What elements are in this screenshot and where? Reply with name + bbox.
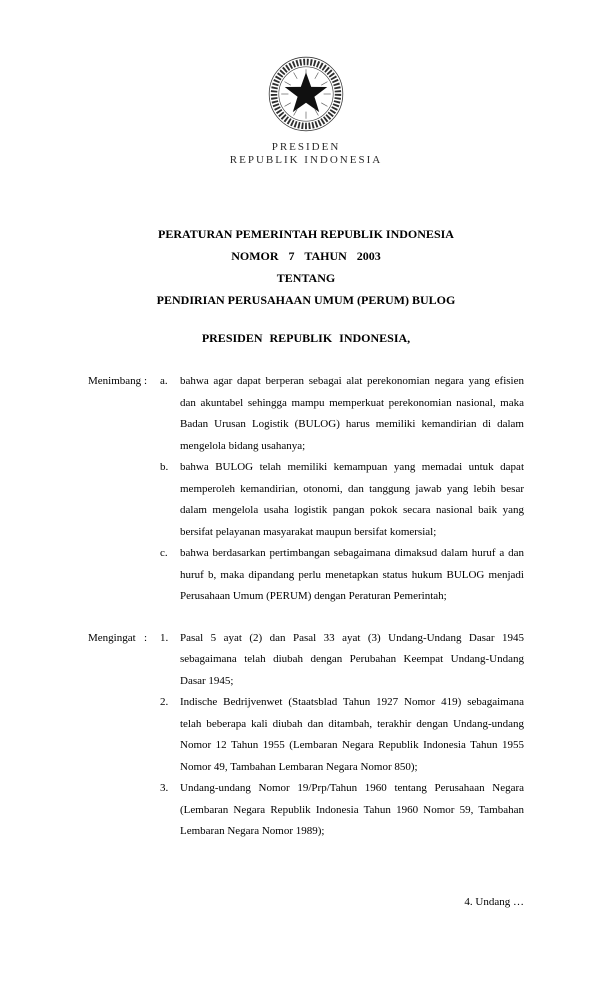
footer-catchword: 4. Undang … [464,896,524,908]
regulation-title-line1: PERATURAN PEMERINTAH REPUBLIK INDONESIA [158,227,454,241]
item-text: Indische Bedrijvenwet (Staatsblad Tahun 1927 Nomor 419) sebagaimana telah beberapa kali diubah dan ditambah, terakhir dengan Undang-undang Nomor 12 Tahun 1955 (Lembaran Negara Republik Indonesia Tahun 1955 Nomor 49, Tambahan Lembaran Negara Nomor 850); [180,696,524,773]
menimbang-item-b [88,457,524,543]
mengingat-item-2 [88,692,524,778]
regulation-title-block [0,223,612,311]
item-text: Undang-undang Nomor 19/Prp/Tahun 1960 tentang Perusahaan Negara (Lembaran Negara Republik Indonesia Tahun 1960 Nomor 59, Tambahan Lembaran Negara Nomor 1989); [180,782,524,837]
menimbang-item-c [88,543,524,608]
item-text: bahwa agar dapat berperan sebagai alat perekonomian negara yang efisien dan akuntabel sehingga mampu memperkuat perekonomian nasional, maka Badan Urusan Logistik (BULOG) harus memiliki kemandirian di dalam mengelola bidang usahanya; [180,375,524,452]
item-marker: c. [160,547,168,559]
section-mengingat [88,628,524,843]
item-text: Pasal 5 ayat (2) dan Pasal 33 ayat (3) Undang-Undang Dasar 1945 sebagaimana telah diubah dengan Perubahan Keempat Undang-Undang Dasar 1945; [180,631,524,687]
letterhead-presiden: PRESIDEN [271,141,341,153]
letterhead-emblem [0,0,612,167]
mengingat-item-3 [88,778,524,843]
mengingat-colon: : [144,631,148,644]
item-marker: 2. [160,696,169,708]
menimbang-colon: : [144,375,148,387]
item-text: bahwa berdasarkan pertimbangan sebagaimana dimaksud dalam huruf a dan huruf b, maka dipandang perlu menetapkan status hukum BULOG menjadi Perusahaan Umum (PERUM) dengan Peraturan Pemerintah; [180,547,524,602]
section-menimbang [88,371,524,608]
regulation-subject: PENDIRIAN PERUSAHAAN UMUM (PERUM) BULOG [156,293,456,307]
star-icon [285,72,328,112]
item-marker: 1. [160,631,169,644]
mengingat-item-1 [88,628,524,693]
document-body [88,371,524,843]
item-marker: a. [160,375,168,387]
preamble-heading: PRESIDEN REPUBLIK INDONESIA, [201,331,411,345]
menimbang-item-a [88,371,524,457]
regulation-number: NOMOR 7 TAHUN 2003 [231,249,381,263]
item-text: bahwa BULOG telah memiliki kemampuan yang memadai untuk dapat memperoleh kemandirian, otonomi, dan tanggung jawab yang lebih besar dalam mengelola usaha logistik pangan pokok secara nasional baik yang bersifat pelayanan masyarakat maupun bersifat komersial; [180,461,524,538]
menimbang-label: Menimbang [88,375,142,387]
presidential-seal-icon [266,54,346,134]
letterhead-republik-indonesia: REPUBLIK INDONESIA [229,154,383,166]
mengingat-label: Mengingat [88,631,136,644]
item-marker: b. [160,461,169,473]
item-marker: 3. [160,782,169,794]
regulation-tentang: TENTANG [276,271,336,285]
